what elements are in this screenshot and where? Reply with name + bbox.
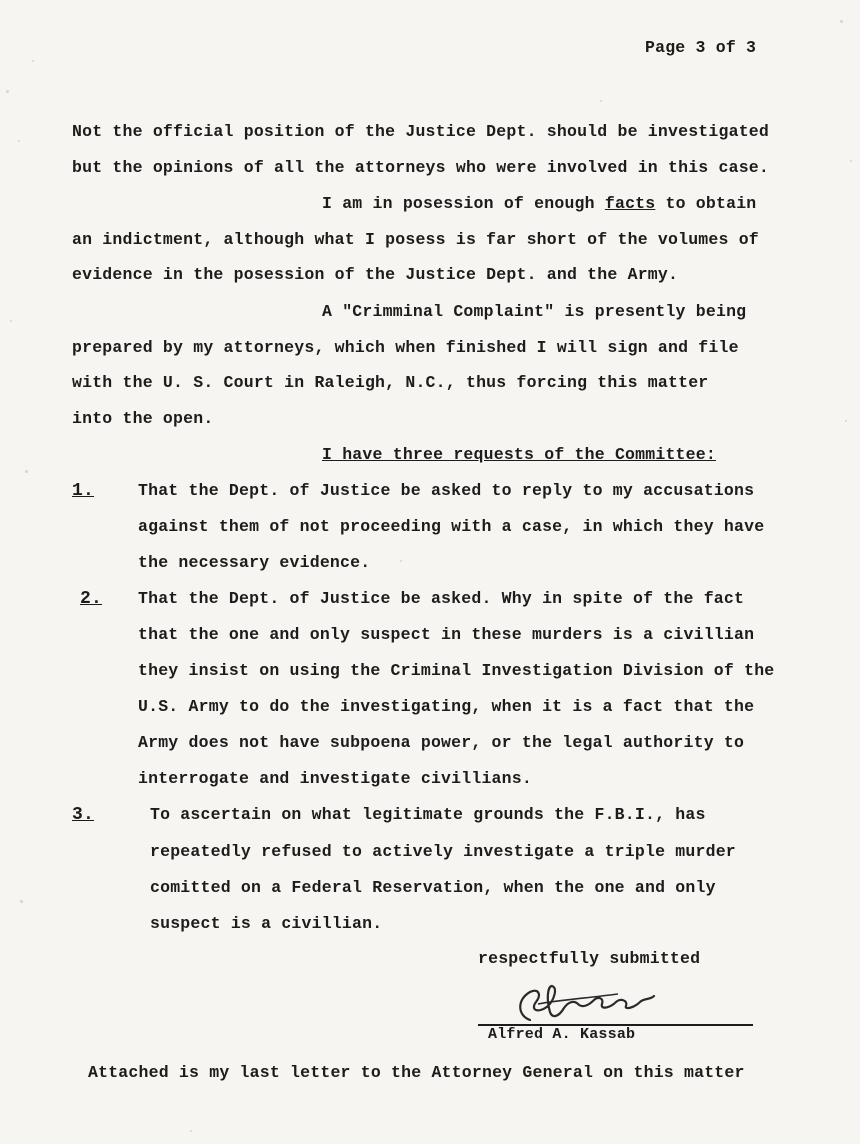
item-line: they insist on using the Criminal Investigation Division of the xyxy=(138,661,775,680)
body-line: A "Crimminal Complaint" is presently being xyxy=(322,302,747,321)
body-line: with the U. S. Court in Raleigh, N.C., thus forcing this matter xyxy=(72,373,709,392)
body-line: evidence in the posession of the Justice Dept. and the Army. xyxy=(72,265,679,284)
item-line: That the Dept. of Justice be asked. Why in spite of the fact xyxy=(138,589,745,608)
item-line: repeatedly refused to actively investigate a triple murder xyxy=(150,842,736,861)
body-line: into the open. xyxy=(72,409,214,428)
item-line: interrogate and investigate civillians. xyxy=(138,769,532,788)
item-line: that the one and only suspect in these murders is a civillian xyxy=(138,625,755,644)
item-line: Army does not have subpoena power, or the legal authority to xyxy=(138,733,745,752)
item-number: 3. xyxy=(72,805,95,825)
body-line: an indictment, although what I posess is far short of the volumes of xyxy=(72,230,759,249)
item-number: 2. xyxy=(80,589,103,609)
valediction: respectfully submitted xyxy=(478,949,701,968)
item-line: comitted on a Federal Reservation, when the one and only xyxy=(150,878,716,897)
item-number: 1. xyxy=(72,481,95,501)
body-line: Not the official position of the Justice Dept. should be investigated xyxy=(72,122,770,141)
signature-block xyxy=(478,978,753,1048)
body-line: but the opinions of all the attorneys who were involved in this case. xyxy=(72,158,770,177)
body-line: prepared by my attorneys, which when finished I will sign and file xyxy=(72,338,739,357)
signature-name: Alfred A. Kassab xyxy=(488,1026,636,1043)
item-line: the necessary evidence. xyxy=(138,553,371,572)
underlined-word: facts xyxy=(604,194,656,213)
page-number: Page 3 of 3 xyxy=(645,38,757,57)
item-line: suspect is a civillian. xyxy=(150,914,383,933)
requests-heading: I have three requests of the Committee: xyxy=(322,445,716,464)
handwritten-signature xyxy=(478,978,753,1028)
body-line xyxy=(322,194,756,213)
body-text: I am in posession of enough xyxy=(322,194,605,213)
item-line: To ascertain on what legitimate grounds the F.B.I., has xyxy=(150,805,706,824)
body-text: to obtain xyxy=(655,194,757,213)
item-line: against them of not proceeding with a case, in which they have xyxy=(138,517,765,536)
item-line: U.S. Army to do the investigating, when it is a fact that the xyxy=(138,697,755,716)
footer-note: Attached is my last letter to the Attorney General on this matter xyxy=(88,1063,745,1082)
item-line: That the Dept. of Justice be asked to reply to my accusations xyxy=(138,481,755,500)
